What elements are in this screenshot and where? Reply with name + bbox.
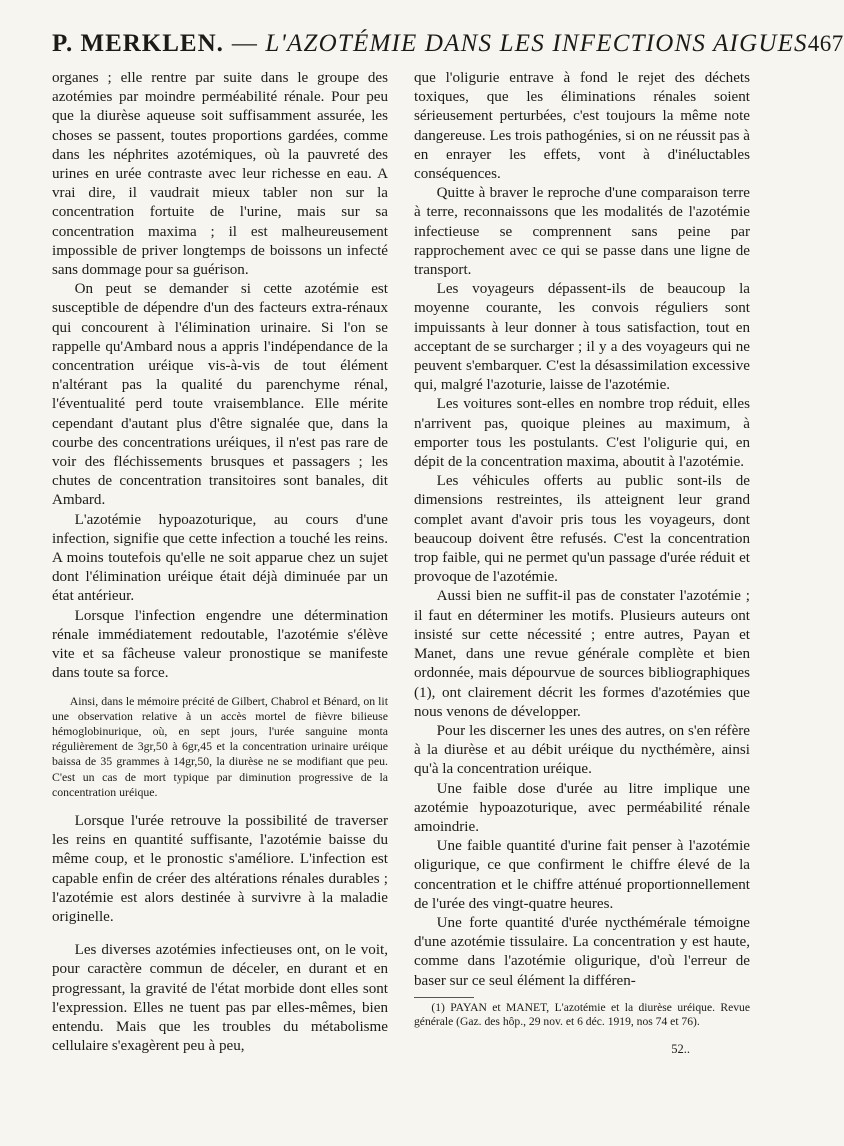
paragraph: Les diverses azotémies infectieuses ont, on le voit, pour caractère commun de déceler, en durant et en progressant, la gravité de l'état morbide dont elles sont l'expression. Elles ne tuent pas par elles-mêmes, bien entendu. Mais que les troubles du métabolisme cellulaire s'exagèrent peu à peu, <box>52 942 388 1055</box>
paragraph: Une forte quantité d'urée nycthémérale témoigne d'une azotémie tissulaire. La concentration y est haute, comme dans l'azotémie oligurique, d'où l'erreur de baser sur ce seul élément la différen- <box>414 914 750 989</box>
paragraph: Les voyageurs dépassent-ils de beaucoup la moyenne courante, les convois réguliers sont impuissants à leur donner à tous satisfaction, tout en acceptant de se surcharger ; il y a des voyageurs qui ne peuvent s'embarquer. C'est la désassimilation excessive qui, malgré l'azoturie, laisse de l'azotémie. <box>414 281 750 394</box>
paragraph: On peut se demander si cette azotémie est susceptible de dépendre d'un des facteurs extra-rénaux qui concourent à l'élimination urinaire. Si l'on se rappelle qu'Ambard nous a appris l'indépendance de la concentration uréique vis-à-vis de tout élément n'altérant pas la qualité du parenchyme rénal, l'éventualité perd toute vraisemblance. Elle mérite cependant d'autant plus d'être signalée que, dans la courbe des concentrations uréiques, il n'est pas rare de voir des fléchissements brusques et passagers ; les chutes de concentration transitoires sont banales, dit Ambard. <box>52 281 388 509</box>
header-separator: — <box>231 30 258 57</box>
header-author: P. MERKLEN. <box>52 30 224 57</box>
right-column <box>414 69 750 1057</box>
paragraph: Lorsque l'infection engendre une détermination rénale immédiatement redoutable, l'azotémie s'élève vite et sa fâcheuse valeur pronostique se manifeste dans toute sa force. <box>52 607 388 682</box>
footnote: (1) PAYAN et MANET, L'azotémie et la diurèse uréique. Revue générale (Gaz. des hôp., 29 nov. et 6 déc. 1919, nos 74 et 76). <box>414 1000 750 1029</box>
paragraph: que l'oligurie entrave à fond le rejet des déchets toxiques, que les éliminations rénales soient sérieusement perturbées, c'est toujours la même note dangereuse. Les trois pathogénies, si on ne réussit pas à en enrayer les effets, vont à d'inéluctables conséquences. <box>414 70 750 183</box>
left-column <box>52 69 388 1057</box>
signature-mark: 52.. <box>671 1041 690 1056</box>
paragraph: Aussi bien ne suffit-il pas de constater l'azotémie ; il faut en déterminer les motifs. Plusieurs auteurs ont insisté sur cette nécessité ; entre autres, Payan et Manet, dans une revue générale complète et bien ordonnée, mais dépourvue de sources bibliographiques (1), ont clairement décrit les formes d'azotémies que nous venons de développer. <box>414 588 750 720</box>
running-head <box>52 30 844 58</box>
header-title: L'AZOTÉMIE DANS LES INFECTIONS AIGUES <box>265 30 808 57</box>
paragraph: L'azotémie hypoazoturique, au cours d'une infection, signifie que cette infection a touché les reins. A moins toutefois qu'elle ne soit apparue chez un sujet dont l'élimination uréique était déjà diminuée par un état antérieur. <box>52 511 388 605</box>
paragraph: Une faible quantité d'urine fait penser à l'azotémie oligurique, ce que confirment le chiffre élevé de la concentration et le chiffre atténué proportionnellement de l'urée des vingt-quatre heures. <box>414 838 750 912</box>
case-note: Ainsi, dans le mémoire précité de Gilbert, Chabrol et Bénard, on lit une observation relative à un accès mortel de fièvre bilieuse hémoglobinurique, où, en sept jours, l'urée sanguine monta régulièrement de 3gr,50 à 6gr,45 et la concentration urinaire uréique baissa de 35 grammes à 14gr,50, la diurèse ne se modifiant que peu. C'est un cas de mort typique par diminution progressive de la concentration uréique. <box>52 693 388 799</box>
page-number: 467 <box>807 31 844 56</box>
page <box>52 30 844 1057</box>
footnote-rule <box>414 997 474 998</box>
paragraph: Lorsque l'urée retrouve la possibilité de traverser les reins en quantité suffisante, l'azotémie baisse du même coup, et le pronostic s'améliore. L'infection est capable enfin de créer des altérations rénales durables ; l'azotémie est alors destinée à survivre à la maladie originelle. <box>52 812 388 925</box>
paragraph: Les véhicules offerts au public sont-ils de dimensions restreintes, ils atteignent leur grand complet avant d'avoir pris tous les voyageurs, dont beaucoup doivent être refusés. C'est la concentration trop faible, qui ne permet qu'un passage d'urée réduit et provoque de l'azotémie. <box>414 473 750 586</box>
paragraph: Les voitures sont-elles en nombre trop réduit, elles n'arrivent pas, quoique pleines au maximum, à emporter tous les postulants. C'est l'oligurie qui, en dépit de la concentration maxima, aboutit à l'azotémie. <box>414 396 750 471</box>
running-head-left <box>52 30 808 58</box>
paragraph: Une faible dose d'urée au litre implique une azotémie hypoazoturique, avec perméabilité rénale amoindrie. <box>414 780 750 835</box>
paragraph: Quitte à braver le reproche d'une comparaison terre à terre, reconnaissons que les modalités de l'azotémie infectieuse se comprennent sans peine par rapprochement avec ce qui se passe dans une ligne de transport. <box>414 185 750 279</box>
text-columns <box>52 69 750 1057</box>
paragraph: Pour les discerner les unes des autres, on s'en réfère à la diurèse et au débit uréique du nycthémère, ainsi qu'à la concentration uréique. <box>414 722 750 778</box>
paragraph: organes ; elle rentre par suite dans le groupe des azotémies par moindre perméabilité rénale. Pour peu que la diurèse aqueuse soit suffisamment assurée, les choses se passent, toutes proportions gardées, comme dans les néphrites azotémiques, où la pauvreté des urines en urée contraste avec leur richesse en eau. A vrai dire, il vaudrait mieux tabler non sur la concentration fortuite de l'urine, mais sur sa concentration maxima ; il est malheureusement impossible de priver longtemps de boissons un infecté sans dommage pour sa guérison. <box>52 70 388 279</box>
